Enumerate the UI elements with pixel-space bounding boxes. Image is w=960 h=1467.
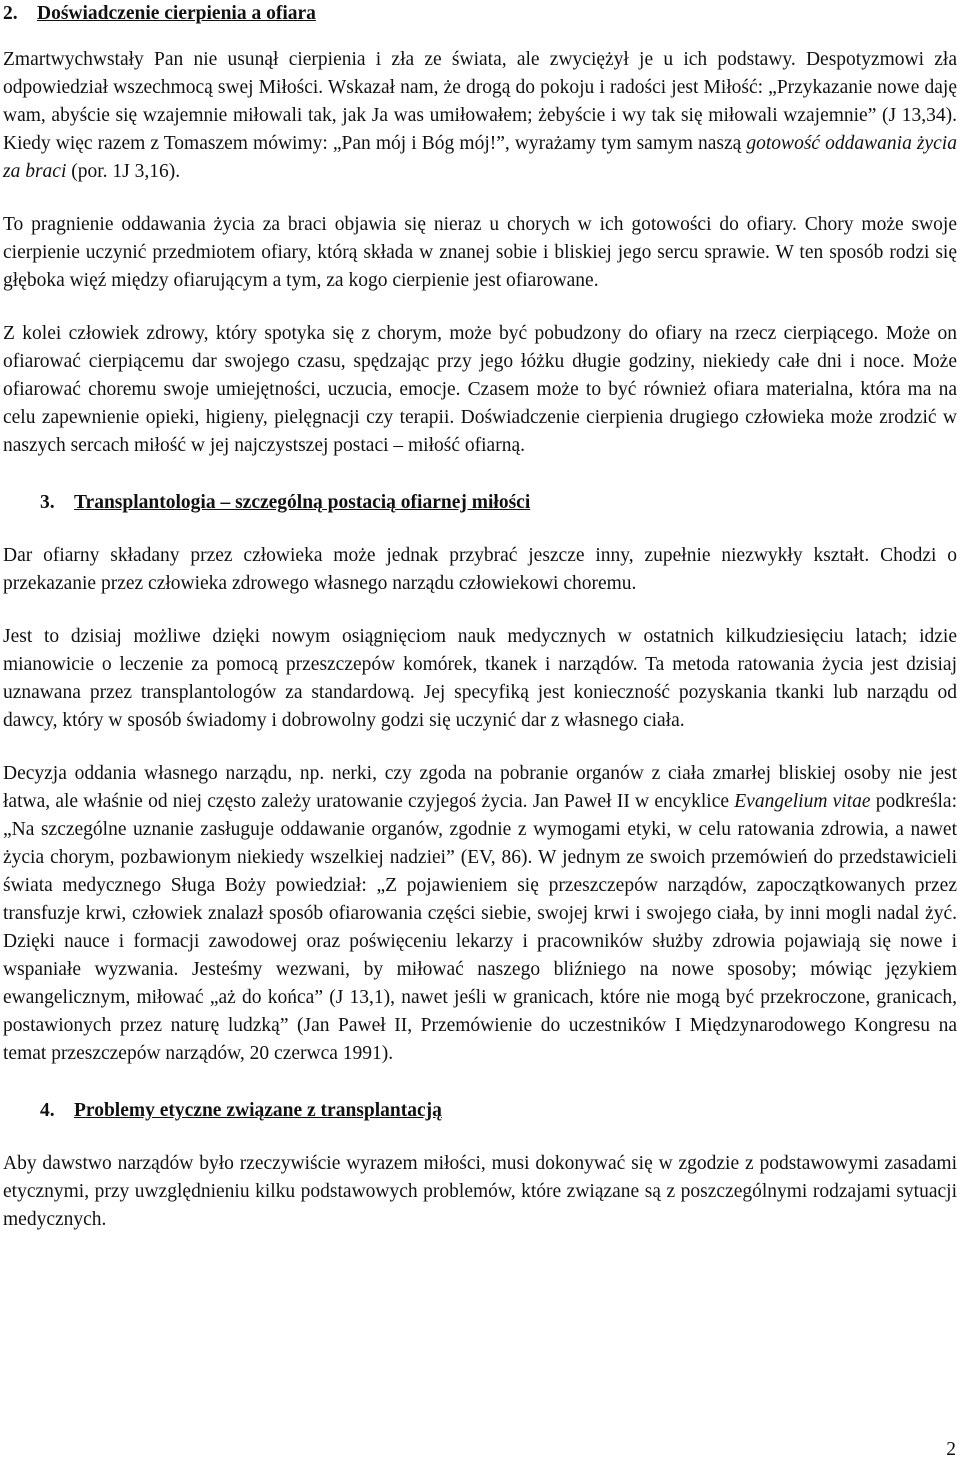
section-3-paragraph-3-text-b: podkreśla: „Na szczególne uznanie zasługuje oddawanie organów, zgodnie z wymogami etyki, w celu ratowania zdrowia, a nawet życia chorym, pozbawionym niekiedy wszelkiej nadziei” (EV, 86). W jednym ze swoich przemówień do przedstawicieli świata medycznego Sługa Boży powiedział: „Z pojawieniem się przeszczepów narządów, zapoczątkowanych przez transfuzje krwi, człowiek znalazł sposób ofiarowania części siebie, swojej krwi i swojego ciała, by inni mogli nadal żyć. Dzięki nauce i formacji zawodowej oraz poświęceniu lekarzy i pracowników służby zdrowia pojawiają się nowe i wspaniałe wyzwania. Jesteśmy wezwani, by miłować naszego bliźniego na nowe sposoby; mówiąc językiem ewangelicznym, miłować „aż do końca” (J 13,1), nawet jeśli w granicach, które nie mogą być przekroczone, granicach, postawionych przez naturę ludzką” (Jan Paweł II, Przemówienie do uczestników I Międzynarodowego Kongresu na temat przeszczepów narządów, 20 czerwca 1991). <box>3 791 957 1064</box>
section-4-heading <box>3 1097 957 1125</box>
page-number: 2 <box>946 1439 956 1460</box>
section-4-number: 4. <box>40 1100 55 1121</box>
section-2-title: Doświadczenie cierpienia a ofiara <box>37 3 316 24</box>
section-2-paragraph-2: To pragnienie oddawania życia za braci objawia się nieraz u chorych w ich gotowości do ofiary. Chory może swoje cierpienie uczynić przedmiotem ofiary, którą składa w znanej sobie i bliskiej jego sercu sprawie. W ten sposób rodzi się głęboka więź między ofiarującym a tym, za kogo cierpienie jest ofiarowane. <box>3 214 957 291</box>
section-3 <box>3 489 957 1068</box>
section-2-paragraph-3: Z kolei człowiek zdrowy, który spotyka się z chorym, może być pobudzony do ofiary na rzecz cierpiącego. Może on ofiarować cierpiącemu dar swojego czasu, spędzając przy jego łóżku długie godziny, niekiedy całe dni i noce. Może ofiarować choremu swoje umiejętności, uczucia, emocje. Czasem może to być również ofiara materialna, która ma na celu zapewnienie opieki, higieny, pielęgnacji czy terapii. Doświadczenie cierpienia drugiego człowieka może zrodzić w naszych sercach miłość w jej najczystszej postaci – miłość ofiarną. <box>3 323 957 456</box>
section-2-paragraph-1 <box>3 46 957 186</box>
section-3-paragraph-3-text-a: Decyzja oddania własnego narządu, np. nerki, czy zgoda na pobranie organów z ciała zmarłej bliskiej osoby nie jest łatwa, ale właśnie od niej często zależy uratowanie czyjegoś życia. Jan Paweł II w encyklice <box>3 763 957 812</box>
section-3-paragraph-2: Jest to dzisiaj możliwe dzięki nowym osiągnięciom nauk medycznych w ostatnich kilkudziesięciu latach; idzie mianowicie o leczenie za pomocą przeszczepów komórek, tkanek i narządów. Ta metoda ratowania życia jest dzisiaj uznawana przez transplantologów za standardową. Jej specyfiką jest konieczność pozyskania tkanki lub narządu od dawcy, który w sposób świadomy i dobrowolny godzi się uczynić dar z własnego ciała. <box>3 626 957 731</box>
section-4 <box>3 1097 957 1234</box>
section-4-paragraph-1: Aby dawstwo narządów było rzeczywiście wyrazem miłości, musi dokonywać się w zgodzie z podstawowymi zasadami etycznymi, przy uwzględnieniu kilku podstawowych problemów, które związane są z poszczególnymi rodzajami sytuacji medycznych. <box>3 1153 957 1230</box>
section-3-paragraph-1: Dar ofiarny składany przez człowieka może jednak przybrać jeszcze inny, zupełnie niezwykły kształt. Chodzi o przekazanie przez człowieka zdrowego własnego narządu człowiekowi choremu. <box>3 545 957 594</box>
section-3-heading <box>3 489 957 517</box>
section-2 <box>3 0 957 460</box>
section-4-title: Problemy etyczne związane z transplantacją <box>74 1100 442 1121</box>
section-3-title: Transplantologia – szczególną postacią ofiarnej miłości <box>74 492 531 513</box>
section-3-paragraph-3 <box>3 760 957 1068</box>
section-2-heading <box>3 0 957 28</box>
section-3-number: 3. <box>40 492 55 513</box>
section-2-paragraph-1-text-a: Zmartwychwstały Pan nie usunął cierpienia i zła ze świata, ale zwyciężył je u ich podstawy. Despotyzmowi zła odpowiedział wszechmocą swej Miłości. Wskazał nam, że drogą do pokoju i radości jest Miłość: „Przykazanie nowe daję wam, abyście się wzajemnie miłowali tak, jak Ja was umiłowałem; żebyście i wy tak się miłowali wzajemnie” (J 13,34). Kiedy więc razem z Tomaszem mówimy: „Pan mój i Bóg mój!”, wyrażamy tym samym naszą <box>3 49 957 154</box>
section-2-paragraph-1-italic: gotowość oddawania życia za braci <box>3 133 957 182</box>
section-3-paragraph-3-italic: Evangelium vitae <box>734 791 871 812</box>
section-2-paragraph-1-text-b: (por. 1J 3,16). <box>66 161 181 182</box>
section-2-number: 2. <box>3 3 18 24</box>
